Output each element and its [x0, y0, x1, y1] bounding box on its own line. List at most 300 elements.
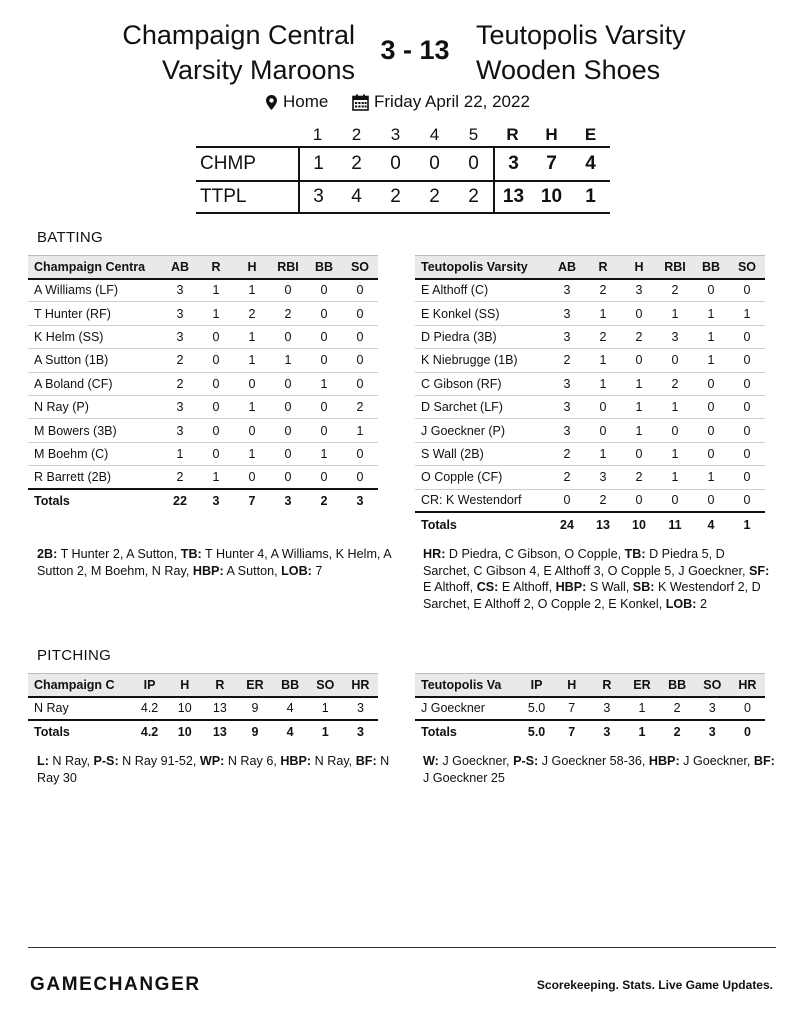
- stat-value: 5.0: [519, 697, 554, 720]
- stat-value: 2: [162, 372, 198, 395]
- player-row: [28, 302, 378, 325]
- stat-value: 1: [585, 302, 621, 325]
- stat-value: 0: [270, 419, 306, 442]
- stat-value: 0: [621, 489, 657, 512]
- totals-label: Totals: [28, 489, 162, 512]
- note-text: N Ray 6,: [224, 754, 281, 768]
- player-name: D Sarchet (LF): [415, 395, 549, 418]
- stat-value: 1: [162, 442, 198, 465]
- stat-value: 2: [162, 466, 198, 489]
- game-meta: [0, 92, 795, 114]
- date-text: Friday April 22, 2022: [374, 92, 530, 111]
- stat-value: 0: [306, 325, 342, 348]
- stat-value: 0: [729, 466, 765, 489]
- stat-value: 7: [554, 697, 589, 720]
- stat-value: 3: [162, 325, 198, 348]
- note-label: WP:: [199, 754, 225, 768]
- stat-value: 2: [585, 489, 621, 512]
- player-row: [415, 395, 765, 418]
- stat-value: 0: [621, 302, 657, 325]
- total-value: 9: [237, 720, 272, 743]
- inning-score: 2: [351, 153, 362, 174]
- total-value: 13: [202, 720, 237, 743]
- home-team-line1: Teutopolis Varsity: [476, 20, 686, 50]
- stat-value: 0: [729, 349, 765, 372]
- totals-label: Totals: [28, 720, 132, 743]
- stat-value: 2: [621, 466, 657, 489]
- player-name: A Williams (LF): [28, 279, 162, 302]
- stat-value: 0: [342, 349, 378, 372]
- stat-value: 1: [198, 466, 234, 489]
- team-column-header: Champaign C: [28, 674, 132, 697]
- stat-value: 3: [621, 279, 657, 302]
- stat-value: 1: [624, 697, 659, 720]
- stat-value: 0: [342, 372, 378, 395]
- stat-value: 3: [549, 419, 585, 442]
- note-text: T Hunter 4, A Williams, K Helm, A Sutton 2, M Boehm, N Ray,: [37, 547, 391, 578]
- note-text: A Sutton,: [223, 563, 282, 578]
- player-row: [28, 697, 378, 720]
- stat-value: 3: [549, 302, 585, 325]
- player-row: [28, 419, 378, 442]
- stat-value: 1: [621, 395, 657, 418]
- stat-column-header: R: [589, 674, 624, 697]
- stat-value: 0: [270, 372, 306, 395]
- team-column-header: Teutopolis Va: [415, 674, 519, 697]
- note-label: LOB:: [281, 563, 312, 578]
- note-text: J Goeckner,: [679, 754, 754, 768]
- stat-value: 3: [589, 697, 624, 720]
- player-row: [415, 302, 765, 325]
- stat-value: 0: [234, 372, 270, 395]
- stat-value: 0: [234, 419, 270, 442]
- stat-value: 3: [343, 697, 378, 720]
- total-value: 4: [693, 512, 729, 535]
- stat-value: 0: [342, 302, 378, 325]
- note-text: S Wall,: [586, 580, 633, 594]
- note-label: BF:: [355, 754, 377, 768]
- player-name: C Gibson (RF): [415, 372, 549, 395]
- stat-value: 0: [549, 489, 585, 512]
- note-text: D Piedra 5, D Sarchet, C Gibson 4, E Althoff 3, O Copple 5, J Goeckner,: [423, 547, 749, 578]
- note-text: J Goeckner 25: [423, 770, 505, 785]
- total-value: 0: [730, 720, 765, 743]
- total-value: 13: [585, 512, 621, 535]
- stat-value: 0: [585, 395, 621, 418]
- runs-header: R: [506, 125, 519, 144]
- team-abbr: CHMP: [200, 153, 256, 174]
- stat-value: 0: [270, 395, 306, 418]
- stat-value: 0: [657, 489, 693, 512]
- batting-table-home: [415, 255, 765, 536]
- stat-value: 0: [198, 349, 234, 372]
- calendar-icon: [352, 94, 369, 111]
- stat-value: 0: [585, 419, 621, 442]
- note-text: N Ray,: [311, 754, 356, 768]
- table-header-row: [415, 674, 765, 697]
- stat-value: 0: [693, 489, 729, 512]
- note-label: HBP:: [648, 754, 680, 768]
- stat-column-header: BB: [273, 674, 308, 697]
- note-label: L:: [37, 754, 49, 768]
- total-hits: 7: [546, 153, 557, 174]
- stat-value: 0: [234, 466, 270, 489]
- totals-label: Totals: [415, 720, 519, 743]
- note-text: N Ray 91-52,: [118, 754, 200, 768]
- total-value: 3: [589, 720, 624, 743]
- stat-value: 0: [270, 325, 306, 348]
- note-text: J Goeckner,: [438, 754, 514, 768]
- stat-value: 4: [273, 697, 308, 720]
- stat-value: 1: [308, 697, 343, 720]
- stat-value: 2: [585, 325, 621, 348]
- total-value: 3: [270, 489, 306, 512]
- total-value: 7: [554, 720, 589, 743]
- inning-score: 0: [468, 153, 479, 174]
- home-team-name: [476, 18, 686, 88]
- note-label: 2B:: [37, 547, 58, 561]
- stat-value: 0: [306, 466, 342, 489]
- team-column-header: Champaign Centra: [28, 256, 162, 279]
- total-value: 3: [198, 489, 234, 512]
- batting-table-away: [28, 255, 378, 512]
- stat-value: 0: [729, 395, 765, 418]
- total-runs: 3: [493, 148, 532, 180]
- stat-value: 1: [657, 442, 693, 465]
- away-team-line1: Champaign Central: [122, 20, 355, 50]
- stat-value: 0: [342, 442, 378, 465]
- errors-header: E: [584, 125, 597, 144]
- stat-value: 2: [549, 466, 585, 489]
- total-value: 1: [624, 720, 659, 743]
- player-row: [28, 466, 378, 489]
- note-label: P-S:: [93, 754, 119, 768]
- total-value: 3: [342, 489, 378, 512]
- table-header-row: [28, 674, 378, 697]
- away-team-name: [122, 18, 355, 88]
- stat-value: 1: [198, 279, 234, 302]
- stat-value: 2: [657, 279, 693, 302]
- stat-value: 3: [657, 325, 693, 348]
- stat-value: 0: [730, 697, 765, 720]
- line-score: [196, 124, 610, 214]
- stat-value: 2: [660, 697, 695, 720]
- note-label: TB:: [180, 547, 202, 561]
- stat-value: 3: [549, 279, 585, 302]
- total-value: 22: [162, 489, 198, 512]
- player-name: A Sutton (1B): [28, 349, 162, 372]
- stat-column-header: R: [202, 674, 237, 697]
- inning-score: 0: [429, 153, 440, 174]
- line-score-row-home: [196, 180, 610, 214]
- batting-notes-home: [423, 546, 775, 612]
- stat-value: 0: [621, 349, 657, 372]
- stat-value: 1: [621, 372, 657, 395]
- pitching-notes-home: [423, 753, 775, 786]
- pitching-table-home: [415, 673, 765, 743]
- note-label: HBP:: [280, 754, 312, 768]
- note-label: LOB:: [665, 596, 697, 611]
- stat-value: 3: [549, 372, 585, 395]
- stat-column-header: H: [621, 256, 657, 279]
- total-value: 4.2: [132, 720, 167, 743]
- player-name: M Bowers (3B): [28, 419, 162, 442]
- stat-column-header: R: [198, 256, 234, 279]
- stat-value: 1: [198, 302, 234, 325]
- player-name: E Althoff (C): [415, 279, 549, 302]
- stat-value: 1: [585, 349, 621, 372]
- totals-row: [28, 720, 378, 743]
- stat-column-header: HR: [343, 674, 378, 697]
- pitching-table-away: [28, 673, 378, 743]
- stat-column-header: H: [554, 674, 589, 697]
- stat-value: 2: [342, 395, 378, 418]
- stat-value: 0: [306, 419, 342, 442]
- total-value: 3: [343, 720, 378, 743]
- inning-header: 3: [390, 125, 401, 144]
- player-name: J Goeckner (P): [415, 419, 549, 442]
- stat-column-header: AB: [549, 256, 585, 279]
- table-header-row: [415, 256, 765, 279]
- note-label: SF:: [748, 563, 770, 578]
- player-row: [415, 279, 765, 302]
- stat-column-header: SO: [308, 674, 343, 697]
- game-date: [352, 92, 530, 112]
- player-name: T Hunter (RF): [28, 302, 162, 325]
- stat-value: 1: [234, 442, 270, 465]
- stat-value: 1: [234, 325, 270, 348]
- player-row: [415, 697, 765, 720]
- game-location: [266, 92, 328, 112]
- stat-value: 0: [729, 489, 765, 512]
- batting-section-title: BATTING: [37, 229, 103, 246]
- game-header: [0, 18, 795, 88]
- stat-value: 1: [693, 325, 729, 348]
- stat-column-header: IP: [519, 674, 554, 697]
- team-abbr: TTPL: [200, 186, 247, 207]
- player-row: [415, 489, 765, 512]
- stat-column-header: SO: [342, 256, 378, 279]
- final-score: 3 - 13: [380, 35, 450, 65]
- stat-value: 0: [657, 349, 693, 372]
- stat-value: 1: [729, 302, 765, 325]
- player-row: [415, 466, 765, 489]
- total-value: 11: [657, 512, 693, 535]
- stat-column-header: IP: [132, 674, 167, 697]
- total-value: 5.0: [519, 720, 554, 743]
- stat-value: 0: [621, 442, 657, 465]
- stat-value: 2: [270, 302, 306, 325]
- away-team-line2: Varsity Maroons: [161, 55, 355, 85]
- note-label: HR:: [423, 547, 446, 561]
- team-column-header: Teutopolis Varsity: [415, 256, 549, 279]
- note-text: D Piedra, C Gibson, O Copple,: [445, 547, 625, 561]
- stat-value: 0: [693, 395, 729, 418]
- stat-value: 0: [198, 325, 234, 348]
- total-value: 4: [273, 720, 308, 743]
- player-name: CR: K Westendorf: [415, 489, 549, 512]
- note-label: HBP:: [192, 563, 224, 578]
- stat-value: 0: [306, 395, 342, 418]
- inning-header: 5: [468, 125, 479, 144]
- total-errors: 4: [585, 153, 596, 174]
- stat-value: 1: [234, 349, 270, 372]
- stat-column-header: BB: [660, 674, 695, 697]
- table-header-row: [28, 256, 378, 279]
- stat-value: 3: [695, 697, 730, 720]
- stat-value: 3: [162, 302, 198, 325]
- batting-notes-away: [37, 546, 399, 579]
- stat-value: 1: [693, 349, 729, 372]
- stat-value: 3: [162, 279, 198, 302]
- stat-value: 2: [621, 325, 657, 348]
- inning-score: 2: [468, 186, 479, 207]
- inning-score: 0: [390, 153, 401, 174]
- stat-value: 1: [585, 372, 621, 395]
- note-label: TB:: [624, 547, 646, 561]
- note-text: J Goeckner 58-36,: [538, 754, 649, 768]
- inning-score: 2: [390, 186, 401, 207]
- line-score-row-away: [196, 146, 610, 180]
- totals-label: Totals: [415, 512, 549, 535]
- player-name: M Boehm (C): [28, 442, 162, 465]
- player-name: K Niebrugge (1B): [415, 349, 549, 372]
- stat-value: 1: [693, 302, 729, 325]
- stat-value: 2: [657, 372, 693, 395]
- player-row: [28, 395, 378, 418]
- stat-value: 1: [234, 279, 270, 302]
- stat-value: 0: [198, 372, 234, 395]
- stat-value: 1: [621, 419, 657, 442]
- stat-value: 0: [729, 372, 765, 395]
- inning-header: 1: [312, 125, 323, 144]
- total-value: 1: [729, 512, 765, 535]
- stat-column-header: ER: [624, 674, 659, 697]
- inning-header: 2: [351, 125, 362, 144]
- player-row: [28, 279, 378, 302]
- stat-value: 0: [306, 279, 342, 302]
- total-runs: 13: [493, 182, 532, 212]
- stat-column-header: RBI: [270, 256, 306, 279]
- stat-value: 0: [693, 372, 729, 395]
- player-row: [415, 372, 765, 395]
- stat-column-header: H: [234, 256, 270, 279]
- stat-value: 4.2: [132, 697, 167, 720]
- stat-value: 1: [585, 442, 621, 465]
- stat-value: 1: [657, 395, 693, 418]
- stat-value: 0: [270, 442, 306, 465]
- pitching-notes-away: [37, 753, 399, 786]
- footer-divider: [28, 947, 776, 948]
- stat-value: 2: [549, 349, 585, 372]
- player-row: [28, 372, 378, 395]
- player-name: R Barrett (2B): [28, 466, 162, 489]
- totals-row: [415, 512, 765, 535]
- stat-value: 0: [198, 442, 234, 465]
- stat-column-header: H: [167, 674, 202, 697]
- stat-column-header: SO: [695, 674, 730, 697]
- player-name: S Wall (2B): [415, 442, 549, 465]
- gamechanger-logo: GAMECHANGER: [30, 974, 201, 995]
- stat-value: 1: [693, 466, 729, 489]
- stat-value: 1: [234, 395, 270, 418]
- stat-value: 0: [693, 419, 729, 442]
- player-name: O Copple (CF): [415, 466, 549, 489]
- player-row: [415, 419, 765, 442]
- note-label: P-S:: [513, 754, 539, 768]
- player-row: [415, 325, 765, 348]
- stat-value: 0: [306, 349, 342, 372]
- total-value: 10: [621, 512, 657, 535]
- total-value: 10: [167, 720, 202, 743]
- total-value: 1: [308, 720, 343, 743]
- stat-value: 9: [237, 697, 272, 720]
- note-text: T Hunter 2, A Sutton,: [57, 547, 181, 561]
- note-label: CS:: [476, 580, 499, 594]
- stat-value: 0: [657, 419, 693, 442]
- stat-value: 3: [162, 395, 198, 418]
- stat-value: 3: [549, 325, 585, 348]
- stat-value: 2: [234, 302, 270, 325]
- note-label: BF:: [753, 754, 775, 768]
- stat-value: 1: [657, 302, 693, 325]
- stat-value: 3: [585, 466, 621, 489]
- note-text: N Ray,: [48, 754, 94, 768]
- note-text: K Westendorf 2, D Sarchet, E Althoff 2, O Copple 2, E Konkel,: [423, 580, 761, 611]
- total-value: 24: [549, 512, 585, 535]
- player-name: D Piedra (3B): [415, 325, 549, 348]
- player-name: J Goeckner: [415, 697, 519, 720]
- stat-value: 0: [729, 279, 765, 302]
- line-score-header: [196, 124, 610, 146]
- stat-column-header: AB: [162, 256, 198, 279]
- stat-value: 10: [167, 697, 202, 720]
- stat-value: 0: [270, 279, 306, 302]
- stat-value: 0: [342, 466, 378, 489]
- location-text: Home: [283, 92, 329, 111]
- player-row: [415, 349, 765, 372]
- hits-header: H: [545, 125, 558, 144]
- inning-header: 4: [429, 125, 440, 144]
- footer-tagline: Scorekeeping. Stats. Live Game Updates.: [536, 978, 773, 992]
- player-row: [28, 349, 378, 372]
- map-pin-icon: [266, 95, 277, 110]
- note-label: HBP:: [555, 580, 587, 594]
- note-label: SB:: [632, 580, 655, 594]
- stat-value: 2: [549, 442, 585, 465]
- stat-value: 2: [162, 349, 198, 372]
- totals-row: [415, 720, 765, 743]
- stat-value: 0: [342, 279, 378, 302]
- stat-value: 1: [306, 372, 342, 395]
- stat-column-header: BB: [693, 256, 729, 279]
- total-errors: 1: [585, 186, 596, 207]
- note-text: E Althoff,: [498, 580, 556, 594]
- stat-column-header: ER: [237, 674, 272, 697]
- inning-score: 1: [298, 148, 337, 180]
- stat-value: 1: [306, 442, 342, 465]
- stat-value: 0: [729, 442, 765, 465]
- stat-value: 1: [270, 349, 306, 372]
- stat-value: 0: [729, 419, 765, 442]
- player-name: K Helm (SS): [28, 325, 162, 348]
- player-name: A Boland (CF): [28, 372, 162, 395]
- home-team-line2: Wooden Shoes: [476, 55, 661, 85]
- inning-score: 2: [429, 186, 440, 207]
- stat-value: 0: [693, 442, 729, 465]
- inning-score: 3: [298, 182, 337, 212]
- player-row: [415, 442, 765, 465]
